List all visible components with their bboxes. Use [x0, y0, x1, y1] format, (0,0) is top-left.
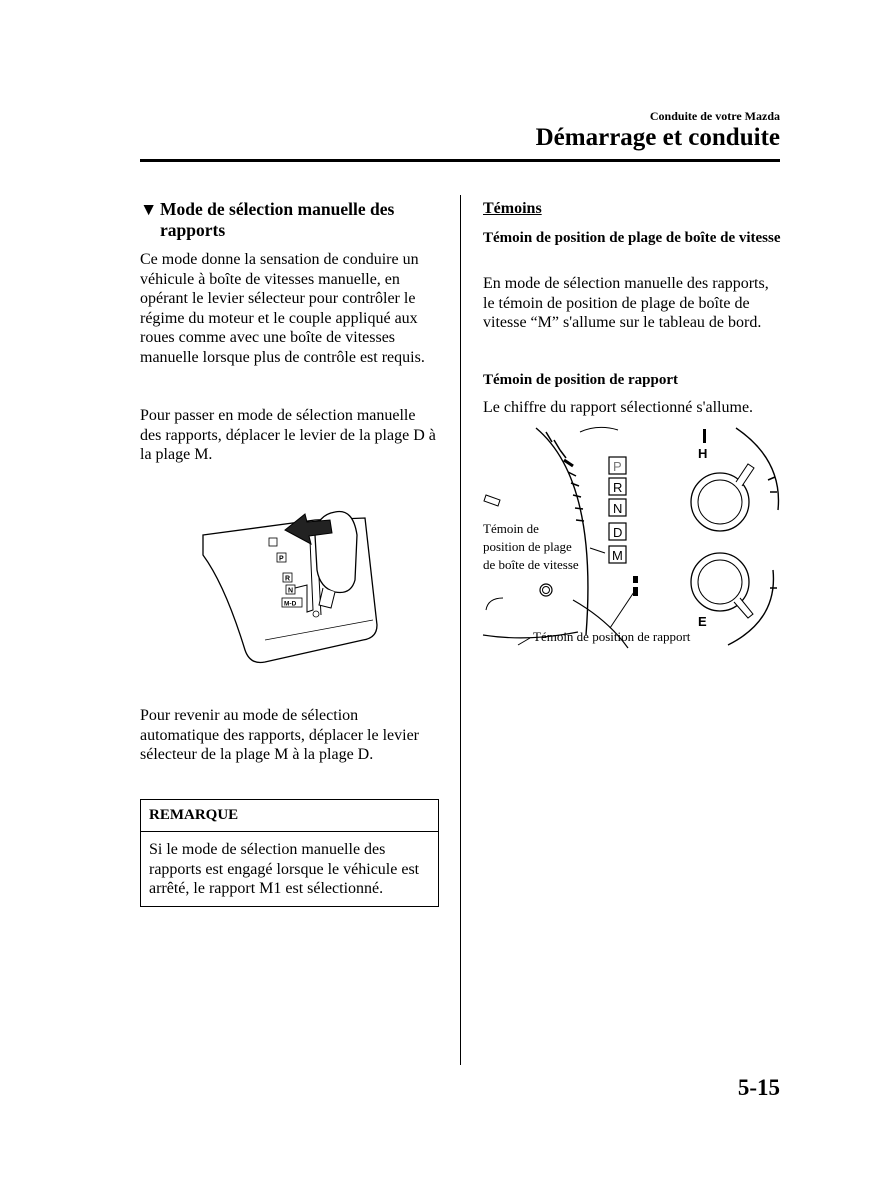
section-title-line1: Mode de sélection manuelle des — [160, 199, 395, 219]
column-divider — [460, 195, 461, 1065]
gate-label-p: P — [279, 555, 284, 563]
gate-label-n: N — [288, 587, 294, 595]
paragraph-gear-indicator: Le chiffre du rapport sélectionné s'allume. — [483, 399, 754, 416]
note-heading: REMARQUE — [141, 800, 438, 832]
cluster-letter-m: M — [612, 548, 623, 563]
section-title — [140, 199, 440, 241]
indicators-heading: Témoins — [483, 200, 542, 217]
note-box — [140, 799, 439, 907]
section-title-line2: rapports — [160, 220, 226, 240]
running-header-section: Conduite de votre Mazda — [649, 109, 780, 123]
gate-label-r: R — [285, 575, 291, 583]
callout-range-line1: Témoin de — [483, 521, 539, 536]
cluster-letter-p: P — [613, 459, 622, 474]
subheading-range-indicator: Témoin de position de plage de boîte de vitesse — [483, 230, 781, 246]
paragraph-range-indicator: En mode de sélection manuelle des rapports, le témoin de position de plage de boîte de vitesse “M” s'allume sur le tableau de bord. — [483, 275, 769, 332]
header-rule — [140, 159, 780, 162]
fuel-empty-label: E — [698, 614, 707, 629]
cluster-letter-n: N — [613, 501, 623, 516]
cluster-letter-r: R — [613, 480, 623, 495]
note-body: Si le mode de sélection manuelle des rapports est engagé lorsque le véhicule est arrêté, le rapport M1 est sélectionné. — [149, 841, 420, 898]
subheading-gear-indicator: Témoin de position de rapport — [483, 372, 679, 388]
paragraph-intro: Ce mode donne la sensation de conduire un véhicule à boîte de vitesses manuelle, en opérant le levier sélecteur pour contrôler le régime du moteur et le couple appliqué aux roues comme avec une boîte de vitesses manuelle lorsque plus de contrôle est requis. — [140, 251, 425, 366]
cluster-letter-d: D — [613, 525, 623, 540]
shift-lever-illustration — [195, 500, 385, 665]
callout-range-line2: position de plage — [483, 539, 572, 554]
callout-gear-position: Témoin de position de rapport — [533, 629, 691, 644]
page-number: 5-15 — [737, 1075, 780, 1100]
triangle-marker-icon: ▼ — [140, 199, 158, 219]
paragraph-switch-to-manual: Pour passer en mode de sélection manuelle des rapports, déplacer le levier de la plage D à la plage M. — [140, 407, 436, 464]
temp-hot-label: H — [698, 446, 708, 461]
instrument-cluster-illustration — [478, 420, 780, 650]
callout-range-line3: de boîte de vitesse — [483, 557, 579, 572]
running-header-chapter: Démarrage et conduite — [535, 124, 780, 151]
paragraph-switch-to-auto: Pour revenir au mode de sélection automatique des rapports, déplacer le levier sélecteur de la plage M à la plage D. — [140, 707, 419, 764]
gate-label-md: M-D — [284, 600, 297, 608]
